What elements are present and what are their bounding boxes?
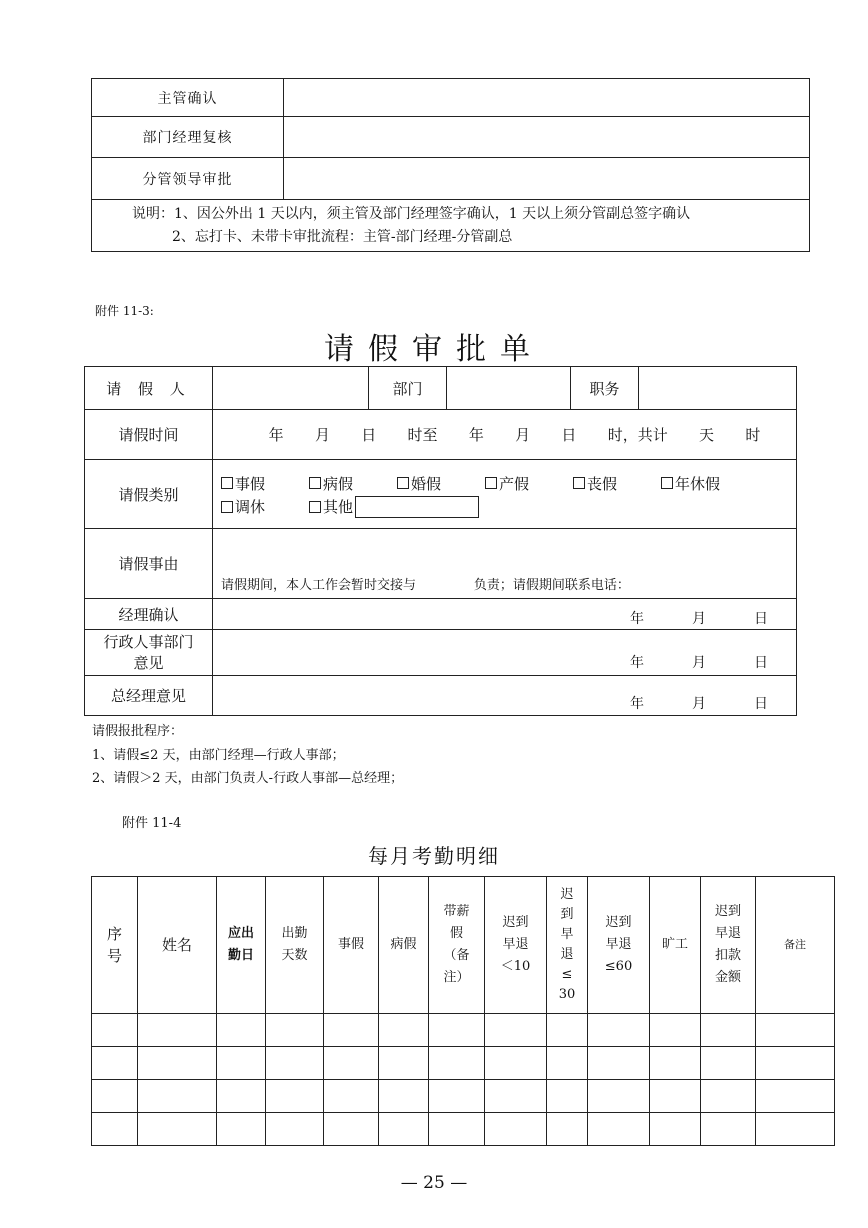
col-header-remarks: 备注 (756, 877, 835, 1014)
table-cell[interactable] (379, 1014, 429, 1047)
time-part: 月 (314, 426, 330, 444)
leave-time-field[interactable] (213, 410, 797, 460)
table-cell[interactable] (588, 1047, 650, 1080)
dept-label: 部门 (369, 367, 447, 410)
leave-form-table (84, 366, 797, 716)
approval-notes (92, 200, 810, 252)
position-field[interactable] (639, 367, 797, 410)
procedure-heading: 请假报批程序： (92, 724, 184, 739)
checkbox-icon (661, 477, 673, 489)
time-part: 时 (745, 426, 761, 444)
table-cell[interactable] (92, 1014, 138, 1047)
manager-confirm-field[interactable]: 年 月 日 (213, 599, 797, 630)
table-cell[interactable] (547, 1080, 588, 1113)
table-cell[interactable] (429, 1113, 485, 1146)
table-cell[interactable] (92, 1113, 138, 1146)
attachment-label-11-4: 附件 11-4 (122, 816, 182, 831)
table-row (92, 1080, 835, 1113)
approval-table (91, 78, 810, 252)
checkbox-icon (573, 477, 585, 489)
checkbox-personal[interactable]: 事假 (221, 473, 309, 494)
hr-opinion-field[interactable]: 年 月 日 (213, 630, 797, 676)
note-line-1: 说明：1、因公外出 1 天以内，须主管及部门经理签字确认，1 天以上须分管副总签字确认 (132, 205, 691, 222)
checkbox-bereavement[interactable]: 丧假 (573, 473, 661, 494)
col-header-sick-leave: 病假 (379, 877, 429, 1014)
table-cell[interactable] (266, 1047, 324, 1080)
col-header-absent: 旷工 (650, 877, 701, 1014)
table-cell[interactable] (429, 1014, 485, 1047)
col-header-paid-leave: 带薪 假 （备 注） (429, 877, 485, 1014)
table-cell[interactable] (92, 1047, 138, 1080)
table-row (92, 1014, 835, 1047)
gm-opinion-field[interactable]: 年 月 日 (213, 676, 797, 716)
table-cell[interactable] (217, 1047, 266, 1080)
approval-field-leader[interactable] (284, 158, 810, 200)
table-cell[interactable] (266, 1080, 324, 1113)
time-part: 时至 (407, 426, 438, 444)
note-line-2: 2、忘打卡、未带卡审批流程：主管-部门经理-分管副总 (172, 228, 513, 245)
col-header-name: 姓名 (138, 877, 217, 1014)
leave-reason-field[interactable] (213, 529, 797, 599)
reason-text: 请假期间，本人工作会暂时交接与 负责；请假期间联系电话： (221, 578, 630, 593)
table-cell[interactable] (217, 1014, 266, 1047)
table-cell[interactable] (756, 1047, 835, 1080)
table-cell[interactable] (138, 1014, 217, 1047)
table-cell[interactable] (701, 1113, 756, 1146)
time-part: 天 (699, 426, 715, 444)
col-header-late-le30: 迟 到 早 退 ≤ 30 (547, 877, 588, 1014)
procedure-step-1: 1、请假≤2 天，由部门经理—行政人事部； (92, 748, 345, 763)
table-cell[interactable] (547, 1014, 588, 1047)
table-cell[interactable] (756, 1113, 835, 1146)
time-part: 月 (515, 426, 531, 444)
attachment-label-11-3: 附件 11-3: (95, 304, 154, 318)
checkbox-icon (221, 477, 233, 489)
applicant-field[interactable] (213, 367, 369, 410)
attendance-table (91, 876, 835, 1146)
time-part: 年 (268, 426, 284, 444)
dept-field[interactable] (447, 367, 571, 410)
applicant-label: 请 假 人 (85, 367, 213, 410)
checkbox-maternity[interactable]: 产假 (485, 473, 573, 494)
leave-type-field (213, 460, 797, 529)
table-cell[interactable] (485, 1113, 547, 1146)
leave-type-label: 请假类别 (85, 460, 213, 529)
table-cell[interactable] (429, 1080, 485, 1113)
checkbox-icon (221, 501, 233, 513)
table-cell[interactable] (324, 1014, 379, 1047)
table-cell[interactable] (756, 1014, 835, 1047)
col-header-attended-days: 出勤 天数 (266, 877, 324, 1014)
checkbox-icon (309, 501, 321, 513)
col-header-late-le60: 迟到 早退 ≤60 (588, 877, 650, 1014)
table-cell[interactable] (324, 1113, 379, 1146)
table-cell[interactable] (217, 1113, 266, 1146)
table-cell[interactable] (650, 1047, 701, 1080)
leave-time-label: 请假时间 (85, 410, 213, 460)
checkbox-icon (485, 477, 497, 489)
table-cell[interactable] (217, 1080, 266, 1113)
table-cell[interactable] (588, 1113, 650, 1146)
gm-opinion-label: 总经理意见 (85, 676, 213, 716)
table-cell[interactable] (138, 1113, 217, 1146)
table-row (92, 1047, 835, 1080)
position-label: 职务 (571, 367, 639, 410)
col-header-seq: 序 号 (92, 877, 138, 1014)
other-type-input[interactable] (355, 496, 479, 518)
table-cell[interactable] (485, 1080, 547, 1113)
leave-reason-label: 请假事由 (85, 529, 213, 599)
table-cell[interactable] (266, 1113, 324, 1146)
table-cell[interactable] (379, 1113, 429, 1146)
table-cell[interactable] (138, 1080, 217, 1113)
table-row (92, 1113, 835, 1146)
checkbox-other[interactable]: 其他 (309, 496, 353, 518)
table-cell[interactable] (485, 1014, 547, 1047)
table-cell[interactable] (701, 1014, 756, 1047)
manager-confirm-label: 经理确认 (85, 599, 213, 630)
table-cell[interactable] (138, 1047, 217, 1080)
table-cell[interactable] (650, 1080, 701, 1113)
attendance-title: 每月考勤明细 (368, 844, 500, 868)
col-header-deduction: 迟到 早退 扣款 金额 (701, 877, 756, 1014)
checkbox-annual[interactable]: 年休假 (661, 473, 749, 494)
time-part: 时，共计 (607, 426, 668, 444)
approval-field-supervisor[interactable] (284, 79, 810, 117)
table-cell[interactable] (429, 1047, 485, 1080)
col-header-required-days: 应出 勤日 (217, 877, 266, 1014)
checkbox-sick[interactable]: 病假 (309, 473, 397, 494)
leave-form-title: 请假审批单 (324, 332, 544, 367)
table-cell[interactable] (701, 1080, 756, 1113)
table-cell[interactable] (324, 1047, 379, 1080)
table-cell[interactable] (379, 1080, 429, 1113)
table-cell[interactable] (588, 1014, 650, 1047)
table-cell[interactable] (701, 1047, 756, 1080)
table-cell[interactable] (92, 1080, 138, 1113)
checkbox-marriage[interactable]: 婚假 (397, 473, 485, 494)
approval-label-leader: 分管领导审批 (92, 158, 284, 200)
table-cell[interactable] (485, 1047, 547, 1080)
time-part: 年 (468, 426, 484, 444)
table-cell[interactable] (379, 1047, 429, 1080)
attendance-header-row (92, 877, 835, 1014)
table-cell[interactable] (650, 1014, 701, 1047)
approval-field-manager[interactable] (284, 117, 810, 158)
table-cell[interactable] (547, 1113, 588, 1146)
table-cell[interactable] (756, 1080, 835, 1113)
approval-label-supervisor: 主管确认 (92, 79, 284, 117)
time-part: 日 (561, 426, 577, 444)
time-part: 日 (361, 426, 377, 444)
checkbox-icon (309, 477, 321, 489)
table-cell[interactable] (547, 1047, 588, 1080)
table-cell[interactable] (266, 1014, 324, 1047)
hr-opinion-label: 行政人事部门 意见 (85, 630, 213, 676)
procedure-step-2: 2、请假＞2 天，由部门负责人-行政人事部—总经理； (92, 771, 404, 786)
table-cell[interactable] (588, 1080, 650, 1113)
page-number: — 25 — (400, 1173, 468, 1193)
col-header-late-lt10: 迟到 早退 ＜10 (485, 877, 547, 1014)
approval-label-manager: 部门经理复核 (92, 117, 284, 158)
checkbox-compensatory[interactable]: 调休 (221, 496, 309, 518)
table-cell[interactable] (650, 1113, 701, 1146)
col-header-personal-leave: 事假 (324, 877, 379, 1014)
table-cell[interactable] (324, 1080, 379, 1113)
checkbox-icon (397, 477, 409, 489)
